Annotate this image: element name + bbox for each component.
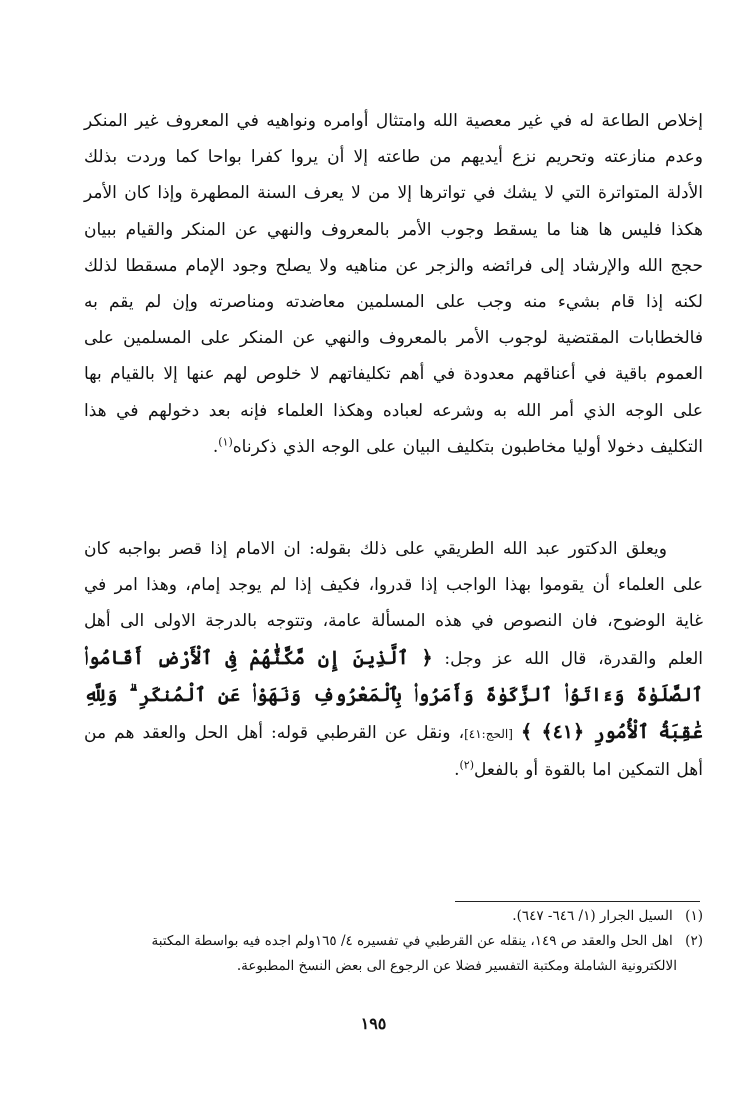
footnote-1-number: (١) — [685, 908, 703, 924]
paragraph-1-text: إخلاص الطاعة له في غير معصية الله وامتثال أوامره ونواهيه في المعروف غير المنكر وعدم منازعته وتحريم نزع أيديهم من طاعته إلا أن يروا كفرا بواحا كما وردت بذلك الأدلة المتواترة التي لا يشك في تواترها إلا من لا يعرف السنة المطهرة وإذا كان الأمر هكذا فليس ها هنا ما يسقط وجوب الأمر بالمعروف والنهي عن المنكر والقيام ببيان حجج الله والإرشاد إلى فرائضه والزجر عن مناهيه ولا يصلح وجود الإمام مسقطا لذلك لكنه إذا قام بشيء منه وجب على المسلمين معاضدته ومناصرته وإن لم يقم به فالخطابات المقتضية لوجوب الأمر بالمعروف والنهي عن المنكر على المسلمين على العموم باقية في أعناقهم معدودة في أهم تكليفاتهم لا خلوص لهم عنها إلا بالقيام بها على الوجه الذي أمر الله به وشرعه لعباده وهكذا العلماء فإنه بعد دخولهم في هذا التكليف دخولا أوليا مخاطبون بتكليف البيان على الوجه الذي ذكرناه — [84, 111, 703, 457]
paragraph-2-text: ويعلق الدكتور عبد الله الطريقي على ذلك بقوله: ان الامام إذا قصر بواجبه كان على العلماء أن يقوموا بهذا الواجب إذا قدروا، فكيف إذا لم يوجد إمام، وهذا امر في غاية الوضوح، فان النصوص في هذه المسألة عامة، وتتوجه بالدرجة الاولى الى أهل العلم والقدرة، قال الله عز وجل: — [84, 539, 704, 669]
footnote-divider — [455, 901, 700, 902]
quran-reference: [الحج:٤١] — [464, 727, 513, 742]
paragraph-2-end: . — [454, 760, 460, 781]
footnote-2-number: (٢) — [685, 933, 703, 949]
paragraph-1-end: . — [212, 436, 219, 457]
paragraph-2-after-ref: ، ونقل عن القرطبي قوله: أهل الحل والعقد هم من أهل التمكين اما بالقوة أو بالفعل — [84, 723, 703, 781]
footnote-2-continuation: الالكترونية الشاملة ومكتبة التفسير فضلا عن الرجوع الى بعض النسخ المطبوعة. — [236, 958, 677, 974]
footnote-ref-2: (٢) — [459, 758, 474, 772]
paragraph-2 — [84, 531, 703, 788]
footnote-ref-1: (١) — [218, 435, 233, 449]
footnote-1-text: السيل الجرار (١/ ٦٤٦- ٦٤٧). — [512, 908, 673, 924]
footnote-2-text: اهل الحل والعقد ص ١٤٩، ينقله عن القرطبي في تفسيره ٤/ ١٦٥ولم اجده فيه بواسطة المكتبة — [151, 933, 673, 949]
page-number: ١٩٥ — [360, 1014, 387, 1033]
footnote-2 — [84, 929, 703, 954]
paragraph-1 — [84, 103, 703, 465]
footnotes — [84, 904, 703, 979]
footnote-1 — [84, 904, 703, 929]
quran-verse: ﴿ ٱلَّذِينَ إِن مَّكَّنَّٰهُمْ فِى ٱلْأَرْضِ أَقَامُوا۟ ٱلصَّلَوٰةَ وَءَاتَوُا۟ ٱلزَّكَوٰةَ وَأَمَرُوا۟ بِٱلْمَعْرُوفِ وَنَهَوْا۟ عَنِ ٱلْمُنكَرِ ۗ وَلِلَّهِ عَٰقِبَةُ ٱلْأُمُورِ ﴿٤١﴾ ﴾ — [84, 646, 703, 744]
